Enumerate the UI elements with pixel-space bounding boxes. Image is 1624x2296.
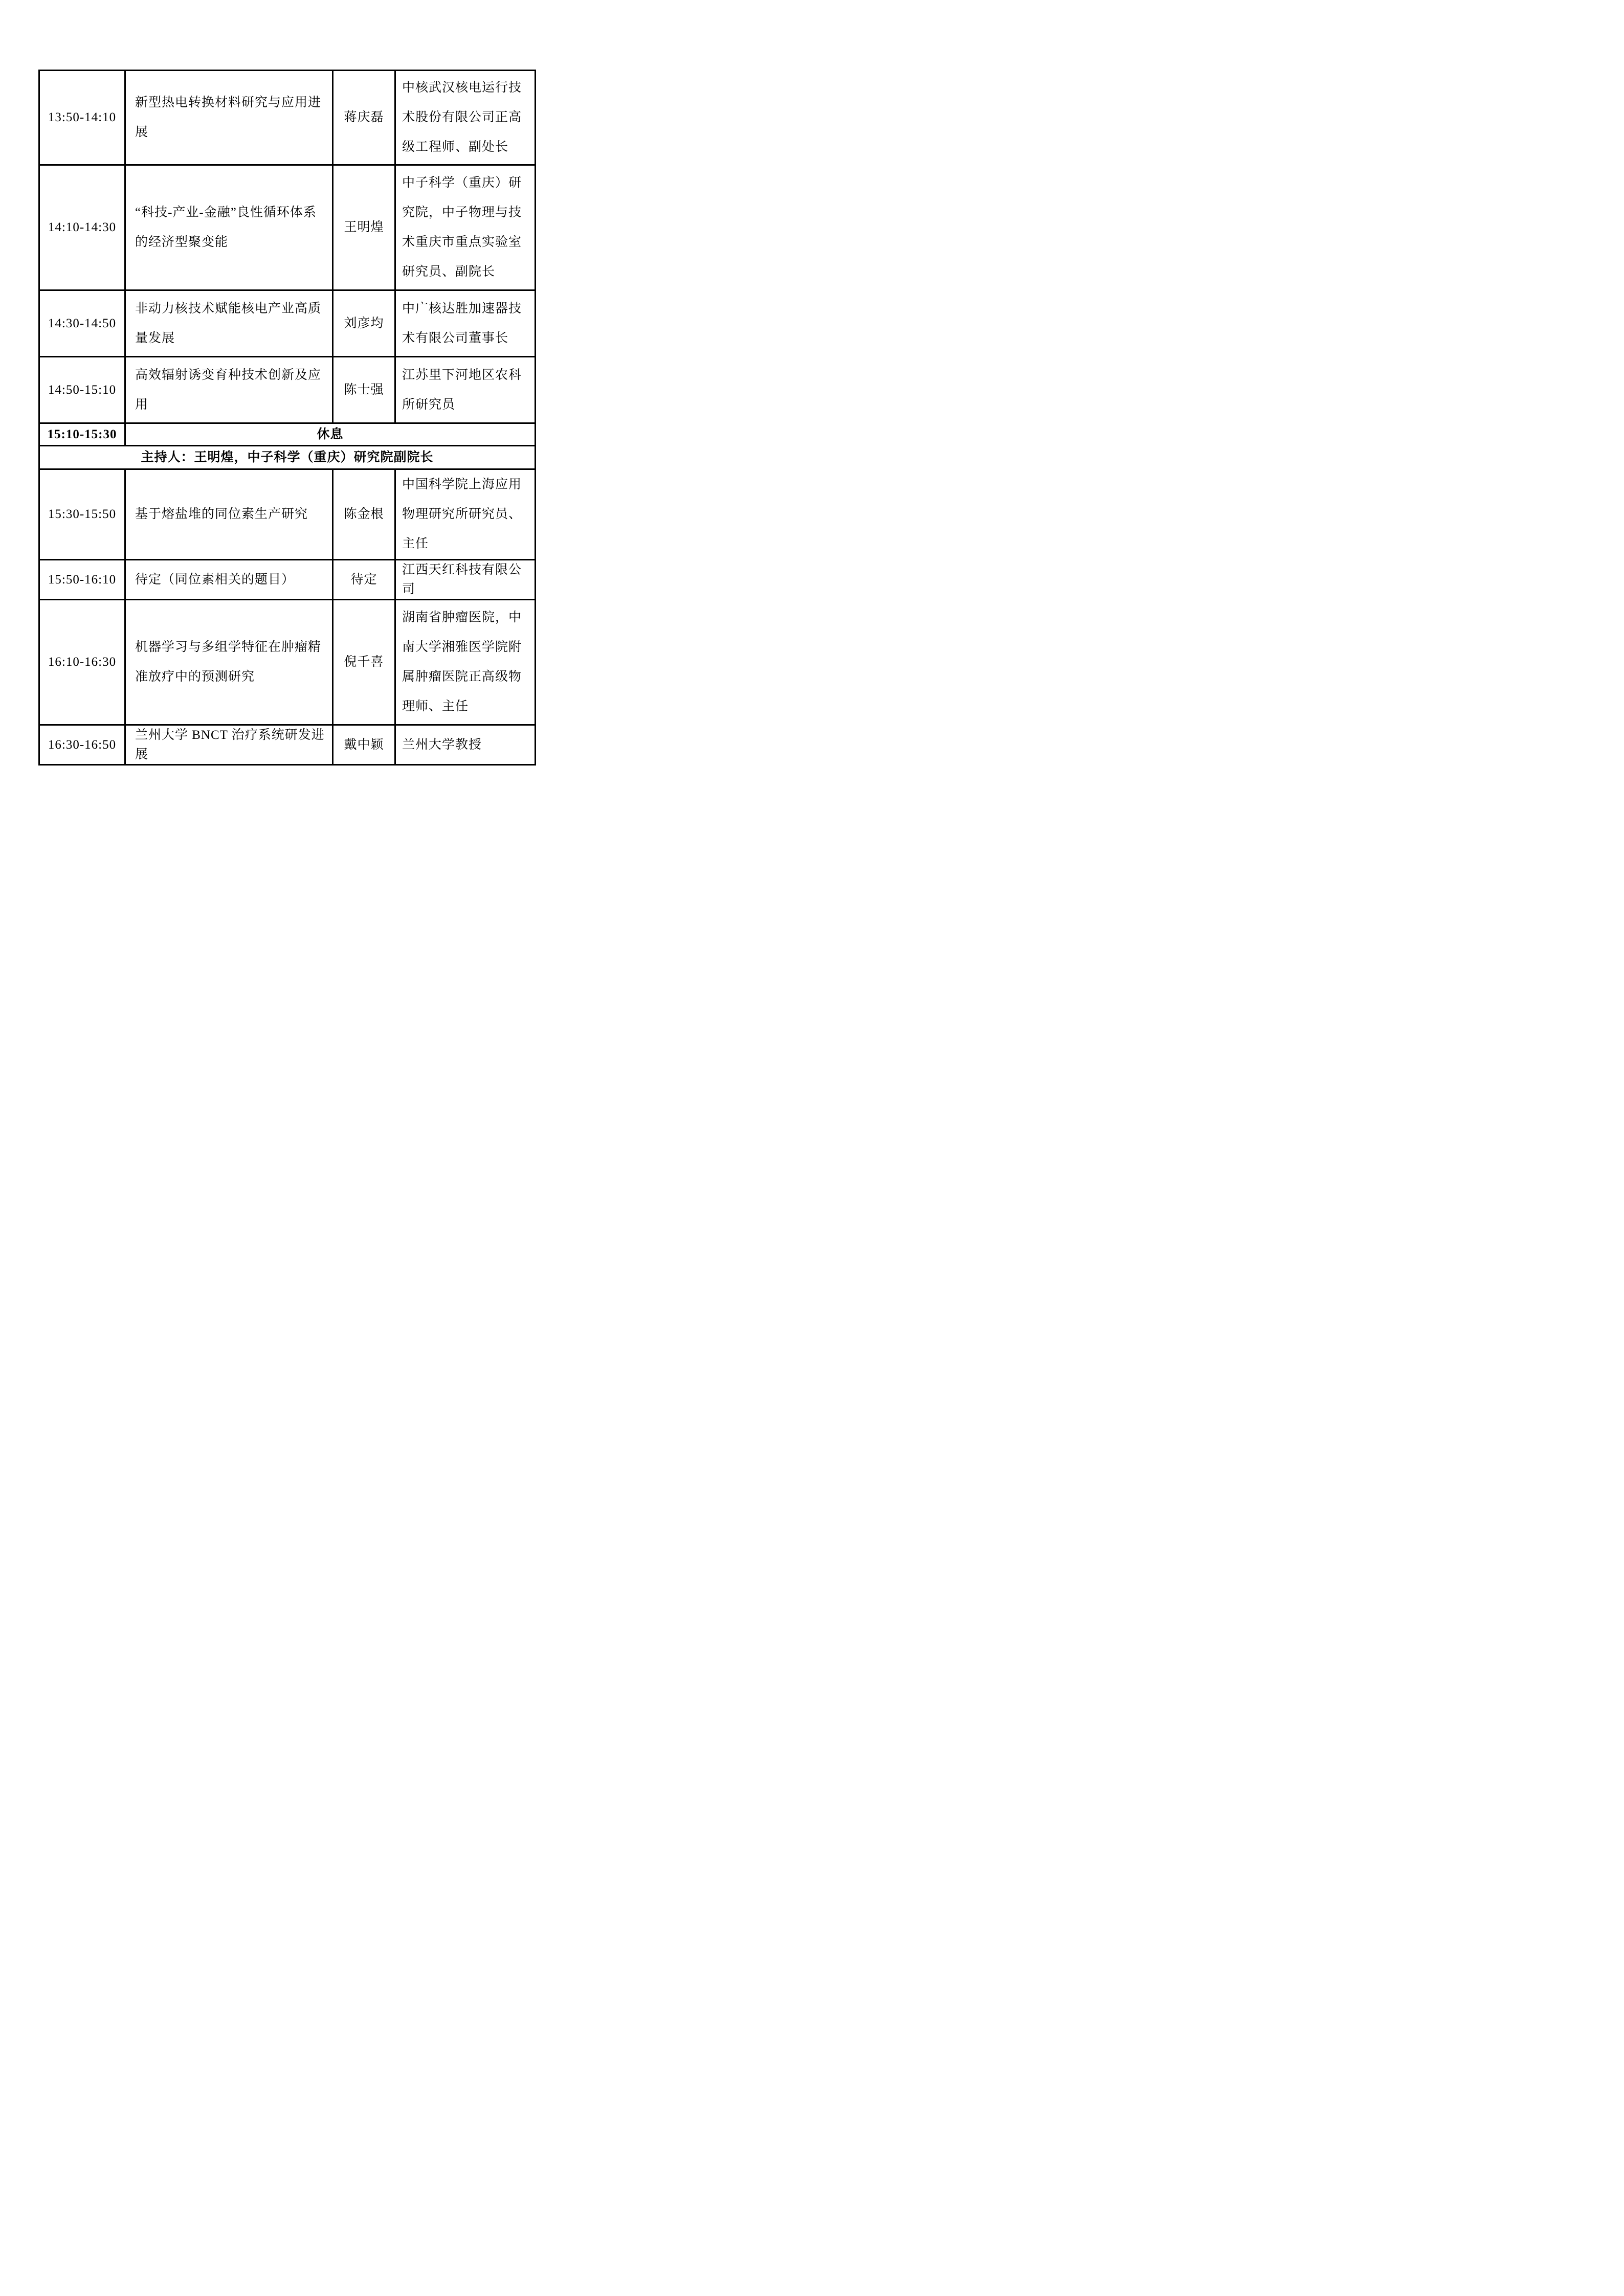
speaker-name: 蒋庆磊 — [333, 71, 395, 165]
speaker-affiliation: 中核武汉核电运行技术股份有限公司正高级工程师、副处长 — [395, 71, 536, 165]
session-title: 兰州大学 BNCT 治疗系统研发进展 — [125, 725, 333, 765]
table-row — [39, 600, 536, 725]
table-row — [39, 725, 536, 765]
break-time: 15:10-15:30 — [39, 423, 125, 446]
speaker-name: 刘彦均 — [333, 290, 395, 357]
session-title: “科技-产业-金融”良性循环体系的经济型聚变能 — [125, 165, 333, 290]
moderator-label: 主持人：王明煌，中子科学（重庆）研究院副院长 — [39, 446, 536, 469]
moderator-row — [39, 446, 536, 469]
break-label: 休息 — [125, 423, 536, 446]
session-time: 15:30-15:50 — [39, 469, 125, 560]
session-title: 机器学习与多组学特征在肿瘤精准放疗中的预测研究 — [125, 600, 333, 725]
speaker-affiliation: 江苏里下河地区农科所研究员 — [395, 357, 536, 423]
break-row — [39, 423, 536, 446]
session-time: 15:50-16:10 — [39, 560, 125, 600]
session-time: 16:30-16:50 — [39, 725, 125, 765]
session-title: 高效辐射诱变育种技术创新及应用 — [125, 357, 333, 423]
speaker-affiliation: 中国科学院上海应用物理研究所研究员、主任 — [395, 469, 536, 560]
speaker-affiliation: 中广核达胜加速器技术有限公司董事长 — [395, 290, 536, 357]
table-row — [39, 71, 536, 165]
session-title: 非动力核技术赋能核电产业高质量发展 — [125, 290, 333, 357]
speaker-name: 陈士强 — [333, 357, 395, 423]
table-row — [39, 357, 536, 423]
speaker-name: 王明煌 — [333, 165, 395, 290]
session-time: 13:50-14:10 — [39, 71, 125, 165]
session-time: 14:30-14:50 — [39, 290, 125, 357]
speaker-name: 戴中颖 — [333, 725, 395, 765]
schedule-table — [38, 70, 536, 766]
session-time: 14:50-15:10 — [39, 357, 125, 423]
table-row — [39, 165, 536, 290]
session-title: 基于熔盐堆的同位素生产研究 — [125, 469, 333, 560]
speaker-affiliation: 湖南省肿瘤医院，中南大学湘雅医学院附属肿瘤医院正高级物理师、主任 — [395, 600, 536, 725]
speaker-name: 倪千喜 — [333, 600, 395, 725]
speaker-affiliation: 兰州大学教授 — [395, 725, 536, 765]
session-title: 待定（同位素相关的题目） — [125, 560, 333, 600]
session-time: 14:10-14:30 — [39, 165, 125, 290]
table-row — [39, 469, 536, 560]
table-row — [39, 290, 536, 357]
session-title: 新型热电转换材料研究与应用进展 — [125, 71, 333, 165]
speaker-name: 陈金根 — [333, 469, 395, 560]
page — [0, 0, 573, 810]
table-row — [39, 560, 536, 600]
speaker-affiliation: 江西天红科技有限公司 — [395, 560, 536, 600]
speaker-affiliation: 中子科学（重庆）研究院，中子物理与技术重庆市重点实验室研究员、副院长 — [395, 165, 536, 290]
speaker-name: 待定 — [333, 560, 395, 600]
session-time: 16:10-16:30 — [39, 600, 125, 725]
